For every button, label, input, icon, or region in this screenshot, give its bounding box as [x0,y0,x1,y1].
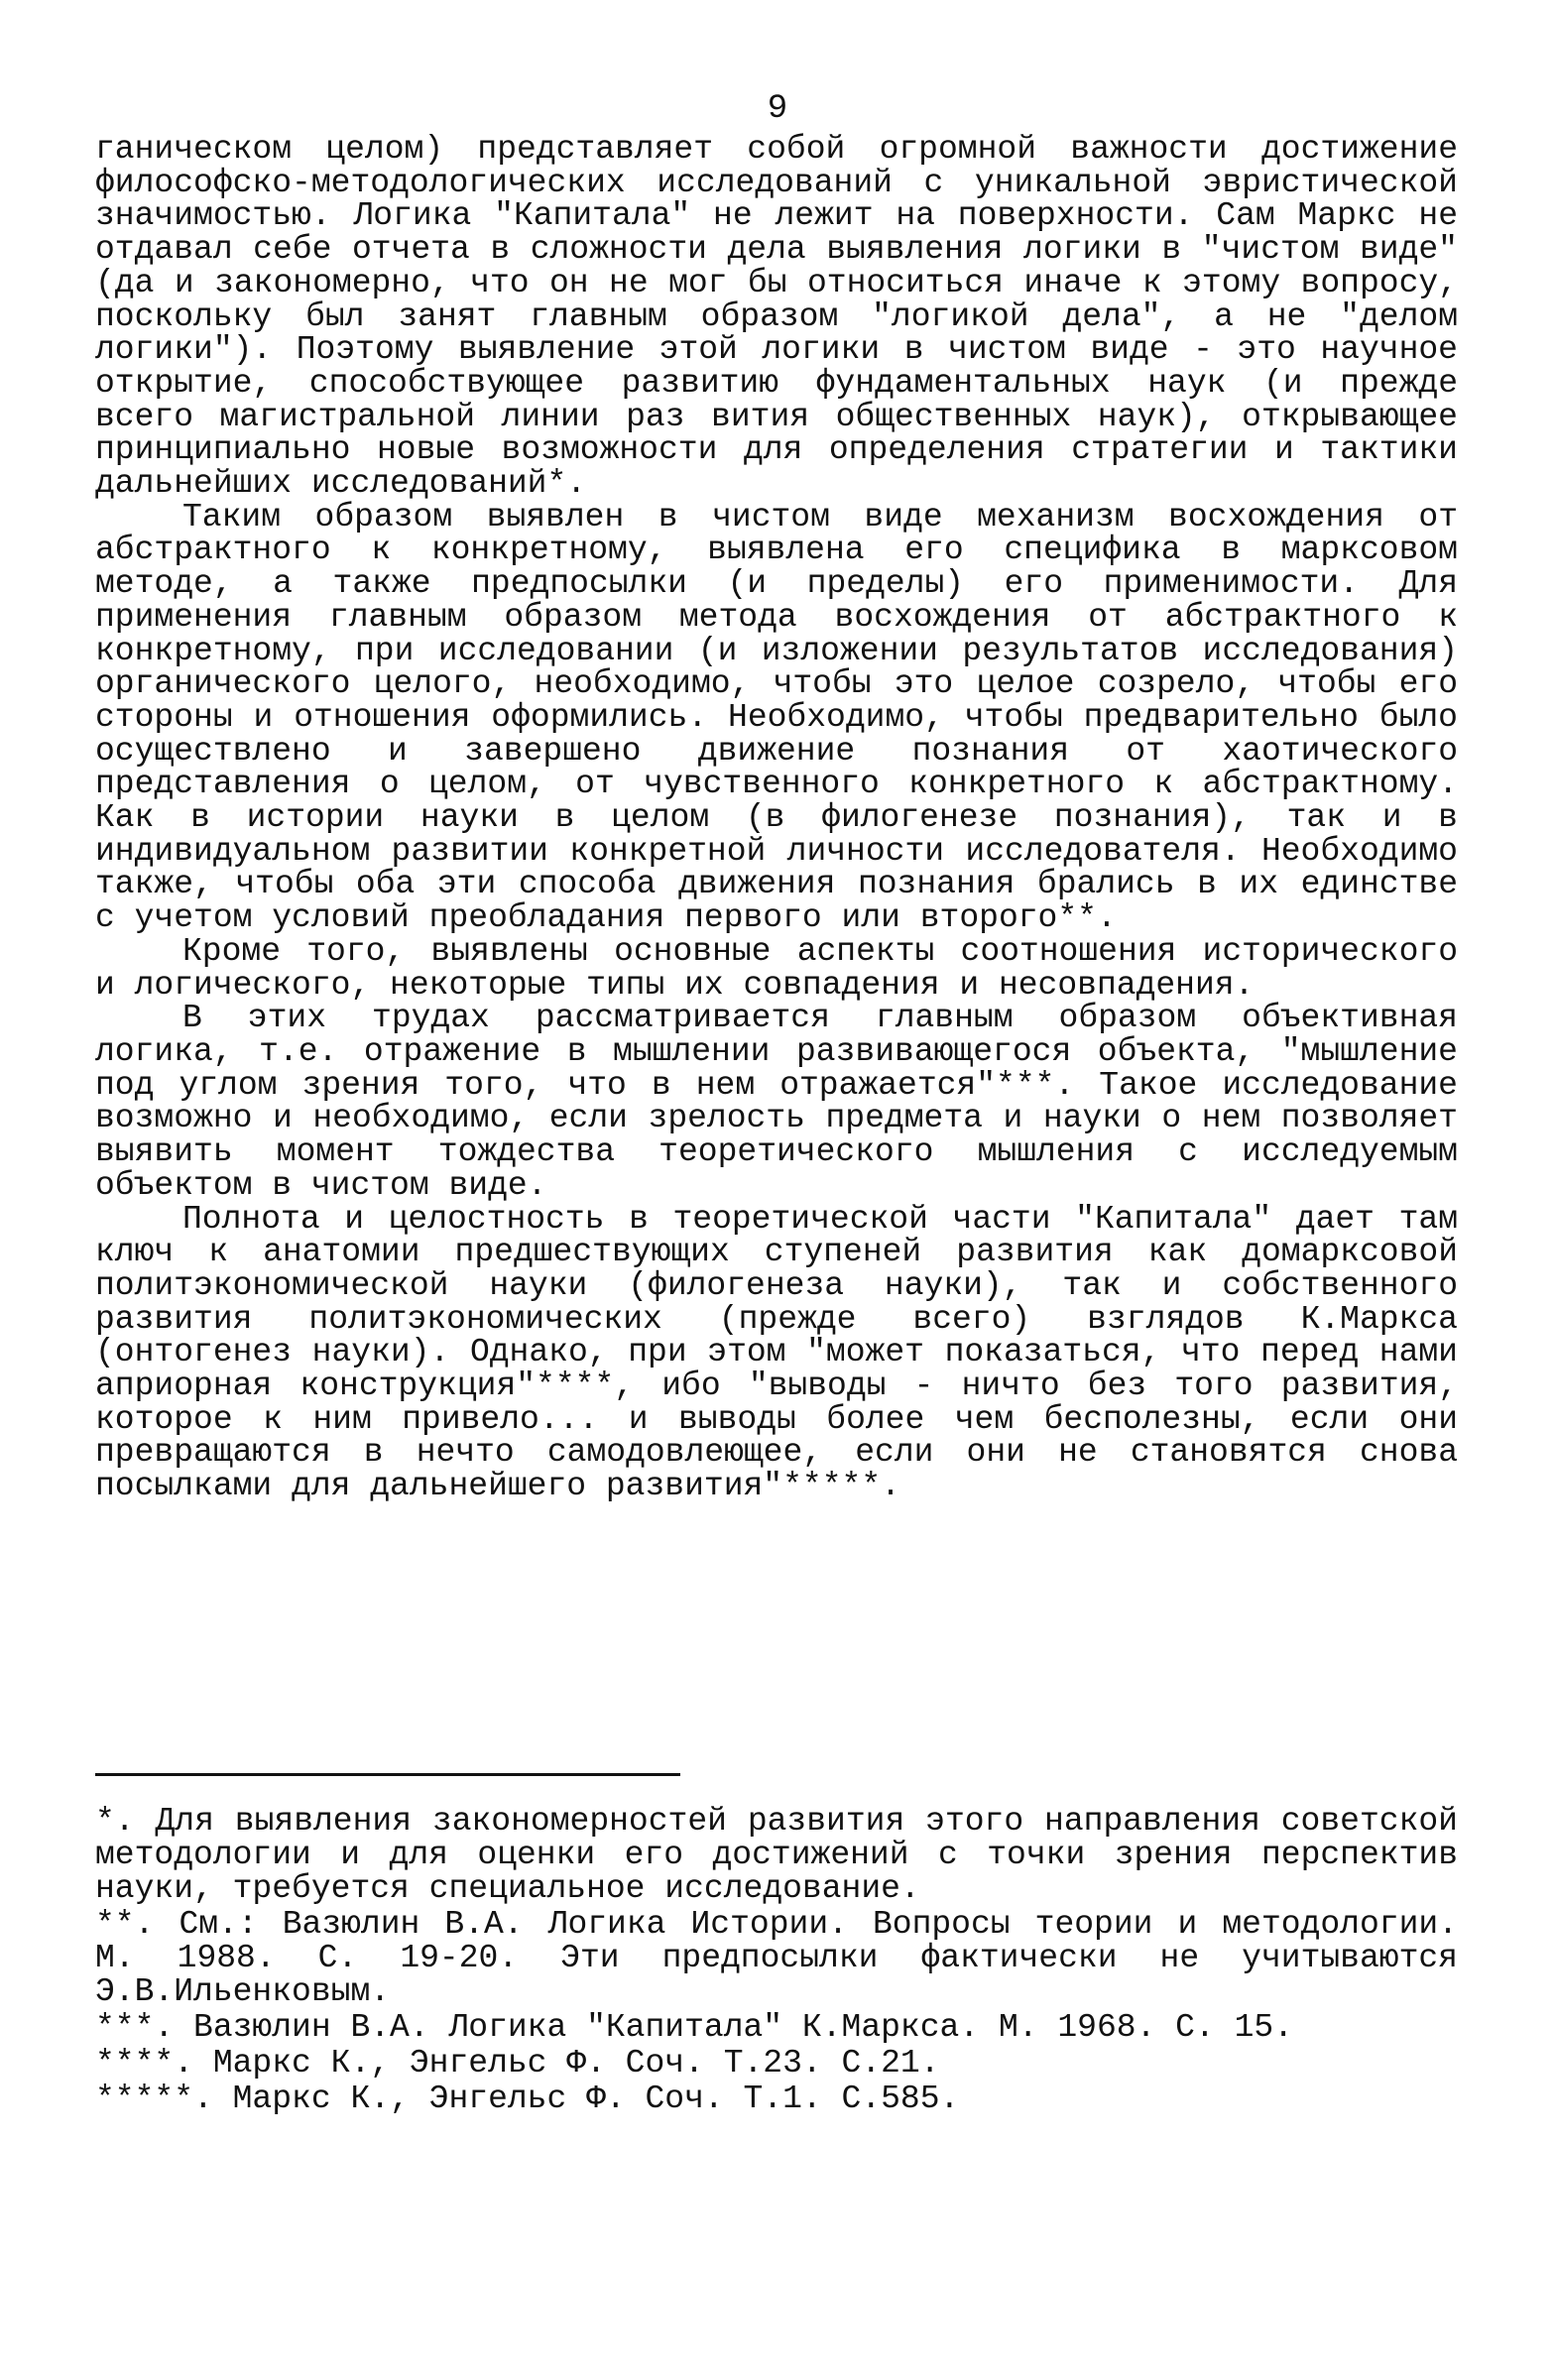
main-text [95,133,1458,1503]
footnote-1: *. Для выявления закономерностей развития этого направления советской методологии и для оценки его достижений с точки зрения перспектив науки, требуется специальное исследование. [95,1803,1458,1907]
paragraph-2: Таким образом выявлен в чистом виде механизм восхождения от абстрактного к конкретному, выявлена его специфика в марксовом методе, а также предпосылки (и пределы) его применимости. Для применения главным образом метода восхождения от абстрактного к конкретному, при исследовании (и изложении результатов исследования) органического целого, необходимо, чтобы это целое созрело, чтобы его стороны и отношения оформились. Необходимо, чтобы предварительно было осуществлено и завершено движение познания от хаотического представления о целом, от чувственного конкретного к абстрактному. Как в истории науки в целом (в филогенезе познания), так и в индивидуальном развитии конкретной личности исследователя. Необходимо также, чтобы оба эти способа движения познания брались в их единстве с учетом условий преобладания первого или второго**. [95,498,1458,937]
page-number: 9 [767,90,788,128]
footnote-separator [95,1773,680,1776]
footnote-3: ***. Вазюлин В.А. Логика "Капитала" К.Маркса. М. 1968. С. 15. [95,2009,1293,2046]
paragraph-3: Кроме того, выявлены основные аспекты соотношения исторического и логического, некоторые типы их совпадения и несовпадения. [95,932,1458,1004]
footnote-5: *****. Маркс К., Энгельс Ф. Соч. Т.1. С.585. [95,2081,960,2117]
footnote-4: ****. Маркс К., Энгельс Ф. Соч. Т.23. С.21. [95,2045,940,2082]
paragraph-1: ганическом целом) представляет собой огромной важности достижение философско-методологических исследований с уникальной эвристической значимостью. Логика "Капитала" не лежит на поверхности. Сам Маркс не отдавал себе отчета в сложности дела выявления логики в "чистом виде" (да и закономерно, что он не мог бы относиться иначе к этому вопросу, поскольку был занят главным образом "логикой дела", а не "делом логики"). Поэтому выявление этой логики в чистом виде - это научное открытие, способствующее развитию фундаментальных наук (и прежде всего магистральной линии раз вития общественных наук), открывающее принципиально новые возможности для определения стратегии и тактики дальнейших исследований*. [95,131,1458,503]
footnotes [95,1805,1458,2116]
footnote-2: **. См.: Вазюлин В.А. Логика Истории. Вопросы теории и методологии. М. 1988. С. 19-20. Эти предпосылки фактически не учитываются Э.В.Ильенковым. [95,1906,1458,2010]
paragraph-5: Полнота и целостность в теоретической части "Капитала" дает там ключ к анатомии предшествующих ступеней развития как домарксовой политэкономической науки (филогенеза науки), так и собственного развития политэкономических (прежде всего) взглядов К.Маркса (онтогенез науки). Однако, при этом "может показаться, что перед нами априорная конструкция"****, ибо "выводы - ничто без того развития, которое к ним привело... и выводы более чем бесполезны, если они превращаются в нечто самодовлеющее, если они не становятся снова посылками для дальнейшего развития"*****. [95,1200,1458,1505]
paragraph-4: В этих трудах рассматривается главным образом объективная логика, т.е. отражение в мышлении развивающегося объекта, "мышление под углом зрения того, что в нем отражается"***. Такое исследование возможно и необходимо, если зрелость предмета и науки о нем позволяет выявить момент тождества теоретического мышления с исследуемым объектом в чистом виде. [95,1000,1458,1204]
